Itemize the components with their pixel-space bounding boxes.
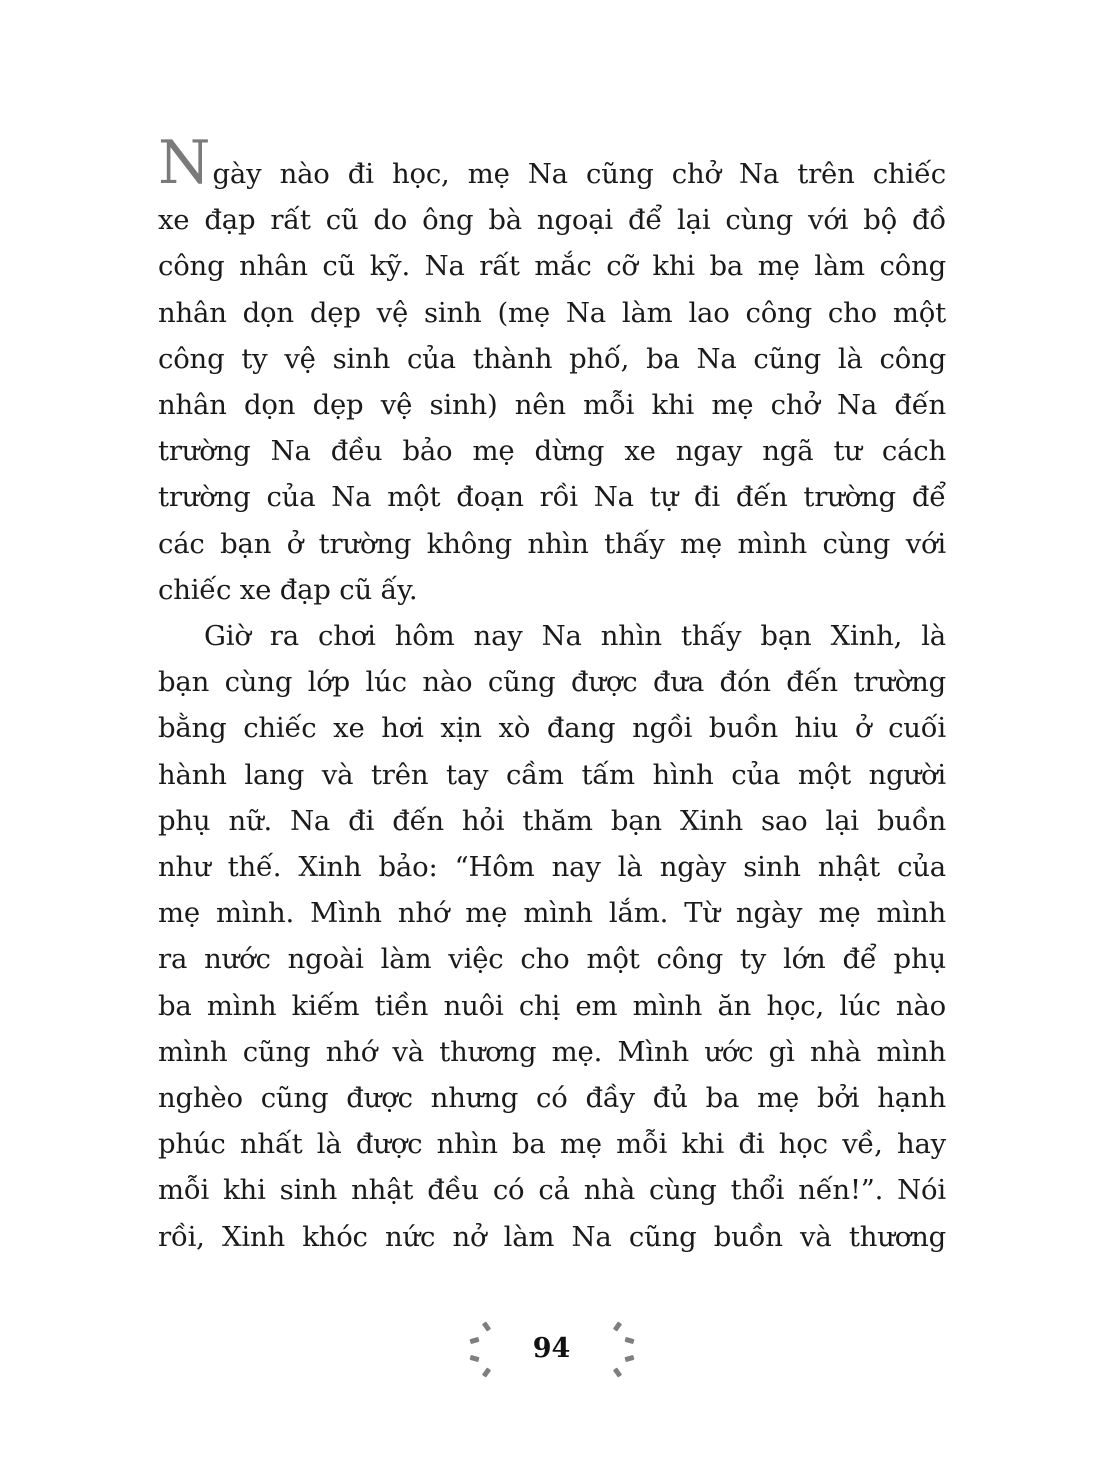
text-line: nhân dọn dẹp vệ sinh (mẹ Na làm lao công cho một <box>158 296 946 329</box>
paragraph-1 <box>158 128 946 613</box>
text-line: nghèo cũng được nhưng có đầy đủ ba mẹ bởi hạnh <box>158 1082 946 1115</box>
drop-cap: N <box>158 128 211 198</box>
text-line: bạn cùng lớp lúc nào cũng được đưa đón đến trường <box>158 666 946 699</box>
text-line: hành lang và trên tay cầm tấm hình của một người <box>158 758 946 791</box>
text-line: bằng chiếc xe hơi xịn xò đang ngồi buồn hiu ở cuối <box>158 712 946 745</box>
text-line: các bạn ở trường không nhìn thấy mẹ mình cùng với <box>158 527 946 560</box>
ornament-dash <box>613 1367 622 1377</box>
text-line: ra nước ngoài làm việc cho một công ty lớn để phụ <box>158 943 946 976</box>
text-line: Ngày nào đi học, mẹ Na cũng chở Na trên chiếc <box>158 128 946 198</box>
text-line: công nhân cũ kỹ. Na rất mắc cỡ khi ba mẹ làm công <box>158 250 946 283</box>
page-body <box>158 128 946 1260</box>
text-line: mình cũng nhớ và thương mẹ. Mình ước gì nhà mình <box>158 1035 946 1068</box>
text-line: như thế. Xinh bảo: “Hôm nay là ngày sinh nhật của <box>158 851 946 884</box>
text-line: trường Na đều bảo mẹ dừng xe ngay ngã tư cách <box>158 435 946 468</box>
text-line: phụ nữ. Na đi đến hỏi thăm bạn Xinh sao lại buồn <box>158 804 946 837</box>
text-line: chiếc xe đạp cũ ấy. <box>158 573 418 606</box>
paragraph-2 <box>158 613 946 1260</box>
text-line: nhân dọn dẹp vệ sinh) nên mỗi khi mẹ chở Na đến <box>158 389 946 422</box>
text-line: ba mình kiếm tiền nuôi chị em mình ăn học, lúc nào <box>158 989 946 1022</box>
text-line: trường của Na một đoạn rồi Na tự đi đến trường để <box>158 481 946 514</box>
text-line: Giờ ra chơi hôm nay Na nhìn thấy bạn Xinh, là <box>204 620 946 653</box>
ornament-dash <box>482 1321 491 1331</box>
text-line: phúc nhất là được nhìn ba mẹ mỗi khi đi học về, hay <box>158 1128 946 1161</box>
text-line: công ty vệ sinh của thành phố, ba Na cũng là công <box>158 342 946 375</box>
ornament-dash <box>482 1367 491 1377</box>
text-line: xe đạp rất cũ do ông bà ngoại để lại cùng với bộ đồ <box>158 204 946 237</box>
text-line: mỗi khi sinh nhật đều có cả nhà cùng thổi nến!”. Nói <box>158 1174 946 1207</box>
page-number: 94 <box>532 1333 571 1364</box>
text-line: mẹ mình. Mình nhớ mẹ mình lắm. Từ ngày mẹ mình <box>158 897 946 930</box>
text-line: rồi, Xinh khóc nức nở làm Na cũng buồn và thương <box>158 1220 946 1253</box>
ornament-dash <box>613 1321 622 1331</box>
page-footer <box>0 1312 1103 1392</box>
